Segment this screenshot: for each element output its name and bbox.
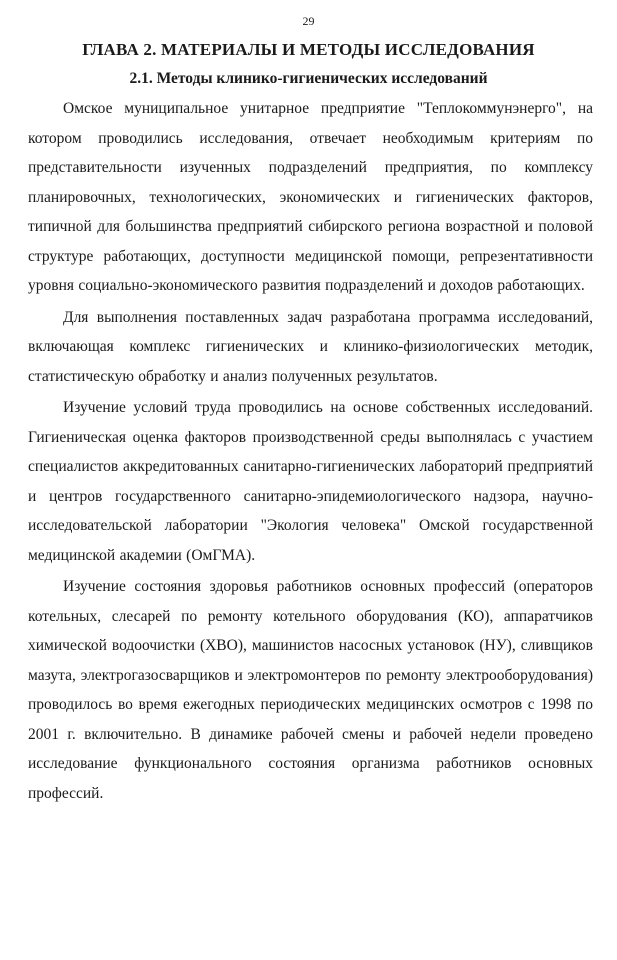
document-body bbox=[28, 94, 593, 810]
section-title: 2.1. Методы клинико-гигиенических исследований bbox=[129, 70, 488, 87]
paragraph-4: Изучение состояния здоровья работников основных профессий (операторов котельных, слесарей по ремонту котельного оборудования (КО), аппаратчиков химической водоочистки (ХВО), машинистов насосных установок (НУ), сливщиков мазута, электрогазосварщиков и электромонтеров по ремонту электрооборудования) проводилось во время ежегодных периодических медицинских осмотров с 1998 по 2001 г. включительно. В динамике рабочей смены и рабочей недели проведено исследование функционального состояния организма работников основных профессий. bbox=[28, 578, 593, 802]
paragraph-3: Изучение условий труда проводились на основе собственных исследований. Гигиеническая оценка факторов производственной среды выполнялась с участием специалистов аккредитованных санитарно-гигиенических лабораторий предприятий и центров государственного санитарно-эпидемиологического надзора, научно-исследовательской лаборатории "Экология человека" Омской государственной медицинской академии (ОмГМА). bbox=[28, 399, 593, 564]
chapter-title: ГЛАВА 2. МАТЕРИАЛЫ И МЕТОДЫ ИССЛЕДОВАНИЯ bbox=[82, 40, 535, 59]
paragraph-2: Для выполнения поставленных задач разработана программа исследований, включающая комплекс гигиенических и клинико-физиологических методик, статистическую обработку и анализ полученных результатов. bbox=[28, 308, 593, 385]
page-number: 29 bbox=[302, 14, 315, 28]
paragraph-1: Омское муниципальное унитарное предприятие "Теплокоммунэнерго", на котором проводились исследования, отвечает необходимым критериям по представительности изученных подразделений предприятия, по комплексу планировочных, технологических, экономических и гигиенических факторов, типичной для большинства предприятий сибирского региона возрастной и половой структуре работающих, доступности медицинской помощи, репрезентативности уровня социально-экономического развития подразделений и доходов работающих. bbox=[28, 100, 593, 294]
